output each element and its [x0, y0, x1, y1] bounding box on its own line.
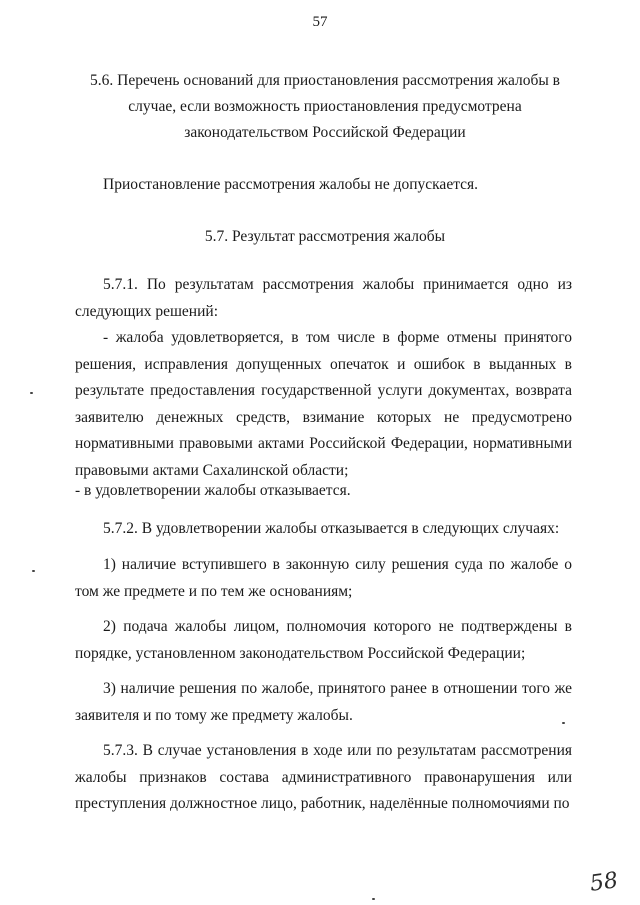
paragraph-5-7-1-option-b: - в удовлетворении жалобы отказывается.	[75, 482, 351, 499]
scan-speck	[372, 898, 375, 900]
paragraph-5-7-2-item-1: 1) наличие вступившего в законную силу решения суда по жалобе о том же предмете и по тем же основаниям;	[75, 556, 572, 600]
paragraph-5-7-3: 5.7.3. В случае установления в ходе или по результатам рассмотрения жалобы признаков состава административного правонарушения или преступления должностное лицо, работник, наделённые полномочиями по	[75, 742, 572, 812]
handwritten-page-number: 58	[588, 868, 620, 897]
scan-speck	[562, 722, 565, 724]
section-5-7-heading: 5.7. Результат рассмотрения жалобы	[204, 228, 446, 245]
scan-speck	[32, 570, 35, 572]
scan-speck	[30, 392, 33, 394]
paragraph-5-7-1-option-a: - жалоба удовлетворяется, в том числе в форме отмены принятого решения, исправления допущенных опечаток и ошибок в выданных в результате предоставления государственной услуги документах, возврата заявителю денежных средств, взимание которых не предусмотрено нормативными правовыми актами Российской Федерации, нормативными правовыми актами Сахалинской области;	[75, 329, 572, 479]
paragraph-5-7-2-item-3: 3) наличие решения по жалобе, принятого ранее в отношении того же заявителя и по тому же предмету жалобы.	[75, 680, 572, 724]
paragraph-5-7-2-item-2: 2) подача жалобы лицом, полномочия которого не подтверждены в порядке, установленном законодательством Российской Федерации;	[75, 618, 572, 662]
paragraph-5-7-1: 5.7.1. По результатам рассмотрения жалобы принимается одно из следующих решений:	[75, 276, 572, 320]
section-5-6-text: Приостановление рассмотрения жалобы не допускается.	[103, 176, 479, 193]
paragraph-5-7-2: 5.7.2. В удовлетворении жалобы отказывается в следующих случаях:	[103, 520, 560, 537]
page-number: 57	[312, 14, 328, 30]
section-5-6-heading: 5.6. Перечень оснований для приостановления рассмотрения жалобы в случае, если возможность приостановления предусмотрена законодательством Российской Федерации	[90, 72, 560, 141]
